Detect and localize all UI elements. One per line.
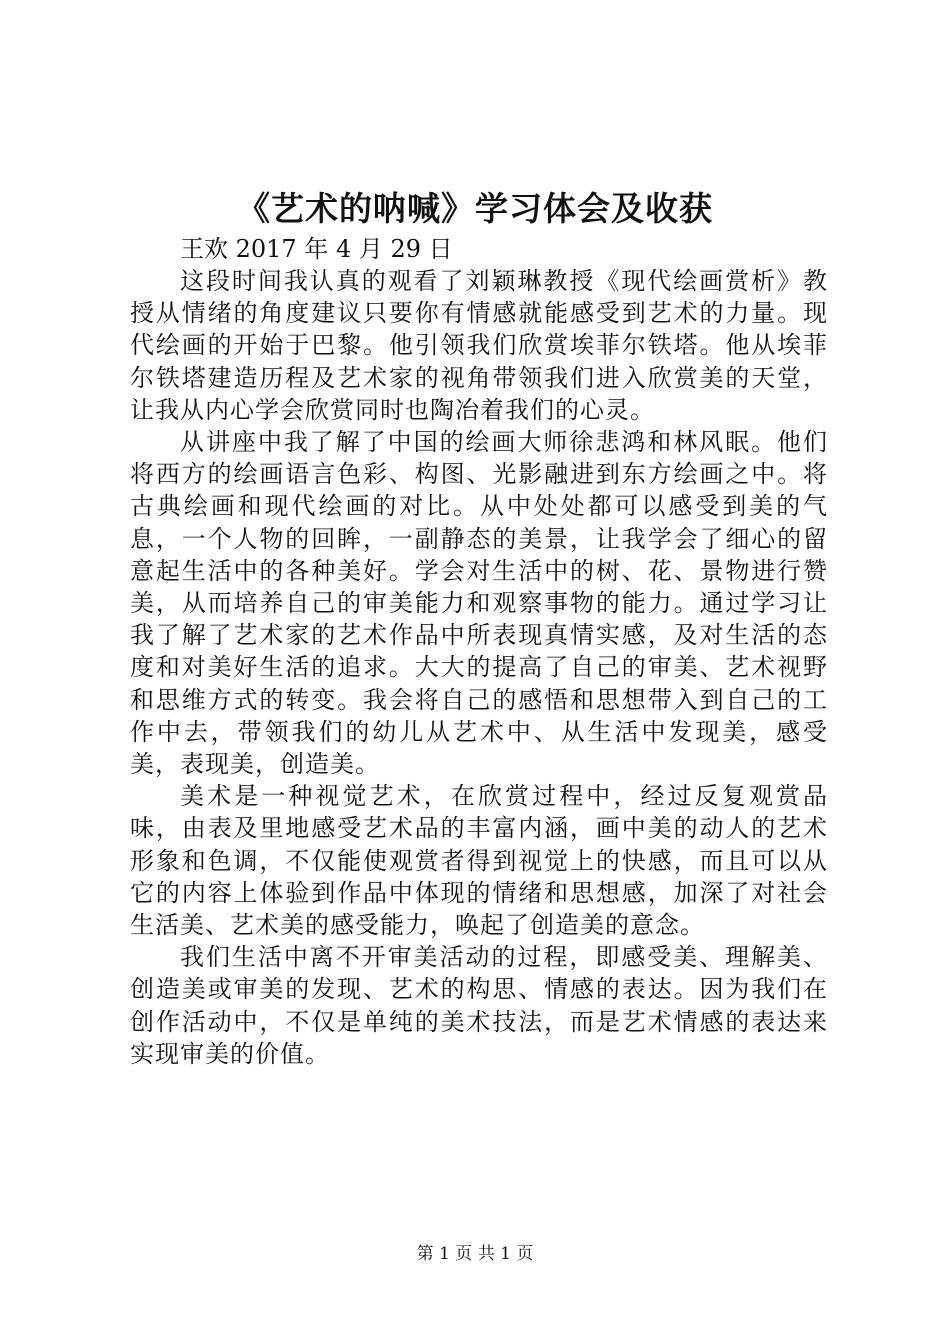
paragraph-3: 美术是一种视觉艺术，在欣赏过程中，经过反复观赏品味，由表及里地感受艺术品的丰富内涵，画中美的动人的艺术形象和色调，不仅能使观赏者得到视觉上的快感，而且可以从它的内容上体验到作品中体现的情绪和思想感，加深了对社会生活美、艺术美的感受能力，唤起了创造美的意念。 [130,782,828,940]
document-body [130,233,828,1070]
author-date-line: 王欢 2017 年 4 月 29 日 [180,235,453,263]
paragraph-2: 从讲座中我了解了中国的绘画大师徐悲鸿和林风眠。他们将西方的绘画语言色彩、构图、光影融进到东方绘画之中。将古典绘画和现代绘画的对比。从中处处都可以感受到美的气息，一个人物的回眸，一副静态的美景，让我学会了细心的留意起生活中的各种美好。学会对生活中的树、花、景物进行赞美，从而培养自己的审美能力和观察事物的能力。通过学习让我了解了艺术家的艺术作品中所表现真情实感，及对生活的态度和对美好生活的追求。大大的提高了自己的审美、艺术视野和思维方式的转变。我会将自己的感悟和思想带入到自己的工作中去，带领我们的幼儿从艺术中、从生活中发现美，感受美，表现美，创造美。 [130,428,828,779]
paragraph-1: 这段时间我认真的观看了刘颖琳教授《现代绘画赏析》教授从情绪的角度建议只要你有情感就能感受到艺术的力量。现代绘画的开始于巴黎。他引领我们欣赏埃菲尔铁塔。他从埃菲尔铁塔建造历程及艺术家的视角带领我们进入欣赏美的天堂，让我从内心学会欣赏同时也陶冶着我们的心灵。 [130,267,828,424]
document-title: 《艺术的呐喊》学习体会及收获 [237,189,713,228]
page-number-footer: 第 1 页 共 1 页 [416,1244,534,1264]
paragraph-4: 我们生活中离不开审美活动的过程，即感受美、理解美、创造美或审美的发现、艺术的构思、情感的表达。因为我们在创作活动中，不仅是单纯的美术技法，而是艺术情感的表达来实现审美的价值。 [130,943,828,1068]
